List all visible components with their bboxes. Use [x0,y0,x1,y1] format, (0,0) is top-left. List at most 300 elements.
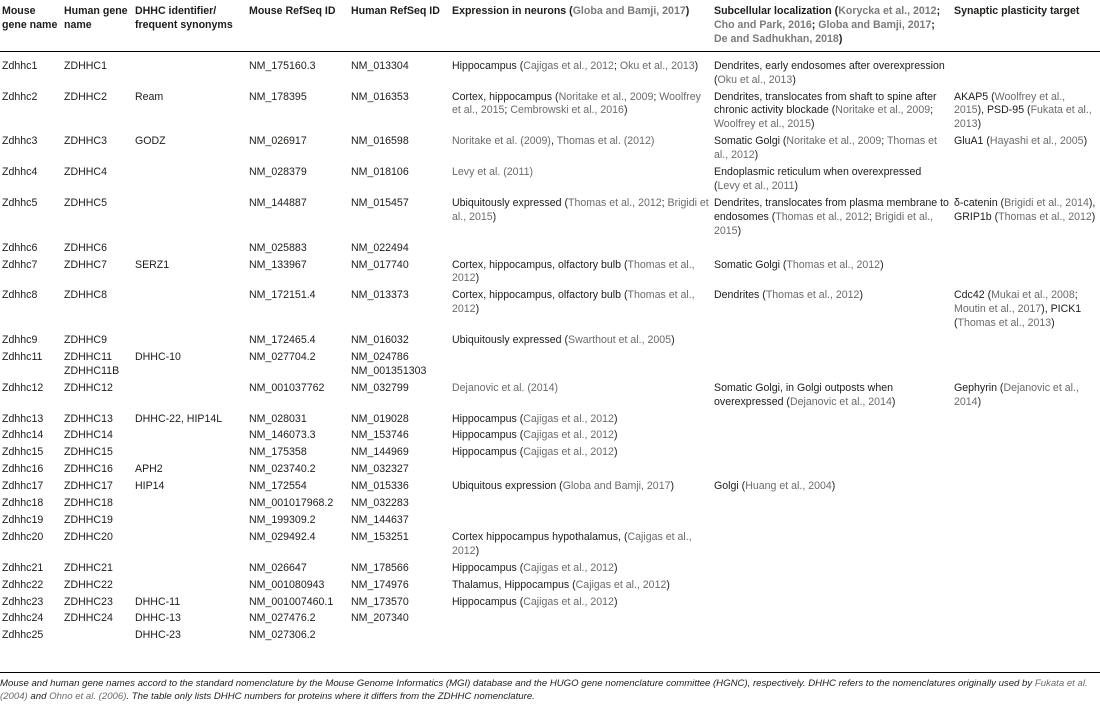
neuron-expression-cell [450,412,712,429]
mouse-refseq-cell [247,595,349,612]
plasticity-target-cell [952,134,1100,165]
cell-text: Ubiquitous expression ( [452,480,563,493]
cell-text: Zdhhc17 [2,480,44,493]
cell-text: Zdhhc21 [2,561,44,574]
human-refseq-cell [349,288,450,333]
mouse-refseq-cell [247,561,349,578]
cell-text: ZDHHC17 [64,480,113,493]
plasticity-target-cell [952,412,1100,429]
cell-text: ZDHHC2 [64,90,107,103]
cell-text: ; [661,196,668,209]
cell-text: NM_178566 [351,561,409,574]
cell-text: Dendrites, translocates from shaft to spine after chronic activity blockade ( [714,90,937,117]
cell-text: NM_027704.2 [249,350,316,363]
mouse-refseq-cell [247,134,349,165]
cell-text: NM_144887 [249,196,307,209]
subcellular-localization-cell [712,496,952,513]
cell-text: DHHC-23 [135,629,181,642]
cell-text: Zdhhc22 [2,578,44,591]
cell-text: Zdhhc11 [2,350,43,363]
table-footnote [0,672,1100,703]
cell-text: ) [880,258,884,271]
cell-text: ) [754,149,759,162]
human-refseq-cell [349,258,450,289]
neuron-expression-cell [450,51,712,89]
cell-text: ) [792,73,796,86]
cell-text: . The table only lists DHHC numbers for proteins where it differs from the ZDHHC nomenclature. [126,691,535,702]
cell-text: NM_027476.2 [249,612,316,625]
cell-text: ; [613,59,620,72]
human-refseq-cell [349,496,450,513]
gene-table-wrapper [0,2,1100,645]
cell-text: Thalamus, Hippocampus ( [452,578,576,591]
neuron-expression-cell [450,496,712,513]
dhhc-synonym-cell [133,258,247,289]
mouse-refseq-cell [247,412,349,429]
citation-link[interactable]: Cembrowski et al., 2016 [510,104,624,117]
citation-link[interactable]: Cho and Park, 2016 [714,18,812,31]
citation-link[interactable]: Thomas et al., 2012 [786,258,881,271]
citation-link[interactable]: Cajigas et al., 2012 [523,412,614,425]
dhhc-synonym-cell [133,381,247,412]
mouse-gene-cell [0,196,62,241]
dhhc-synonym-cell [133,578,247,595]
cell-text: ) [977,118,982,131]
human-gene-cell [62,496,133,513]
cell-text: NM_023740.2 [249,463,316,476]
subcellular-localization-cell [712,333,952,350]
mouse-gene-cell [0,561,62,578]
cell-text: Dendrites, translocates from plasma membrane to endosomes ( [714,196,949,223]
neuron-expression-cell [450,628,712,645]
citation-link[interactable]: Moutin et al., 2017 [954,303,1042,316]
table-row [0,241,1100,258]
cell-text: Zdhhc6 [2,241,38,254]
cell-text: ) [1083,135,1088,148]
mouse-refseq-cell [247,530,349,561]
cell-text: Zdhhc18 [2,497,44,510]
cell-text: NM_173570 [351,595,409,608]
mouse-gene-cell [0,381,62,412]
cell-text: ) [694,59,699,72]
cell-text: ) [475,544,480,557]
cell-text: NM_207340 [351,612,409,625]
cell-text: NM_153746 [351,429,409,442]
cell-text: NM_013373 [351,289,409,302]
cell-text: DHHC-13 [135,612,181,625]
cell-text: ZDHHC12 [64,381,113,394]
citation-link[interactable]: Thomas et al., 2012 [568,196,662,209]
mouse-gene-cell [0,90,62,135]
subcellular-localization-cell [712,595,952,612]
header-text: Expression in neurons ( [452,5,573,17]
table-header [0,2,1100,51]
plasticity-target-cell [952,428,1100,445]
table-row [0,628,1100,645]
plasticity-target-cell [952,381,1100,412]
table-row [0,479,1100,496]
cell-text: NM_024786 [351,350,409,363]
citation-link[interactable]: Fukata et al. (2004) [0,678,1088,702]
human-gene-cell [62,134,133,165]
cell-text: NM_028031 [249,412,307,425]
citation-link[interactable]: Cajigas et al., 2012 [523,429,614,442]
cell-text: Zdhhc19 [2,514,44,526]
cell-text: ZDHHC6 [64,241,107,254]
citation-link[interactable]: Cajigas et al., 2012 [523,446,614,459]
citation-link[interactable]: Noritake et al. (2009) [452,135,551,148]
column-header [133,2,247,51]
cell-text: Hippocampus ( [452,412,524,425]
cell-text: ) [475,272,480,285]
cell-text: GluA1 ( [954,135,990,148]
cell-text: Somatic Golgi ( [714,135,787,148]
cell-text: ) [977,395,982,408]
citation-link[interactable]: Thomas et al., 2012 [775,210,869,223]
neuron-expression-cell [450,196,712,241]
table-row [0,611,1100,628]
mouse-gene-cell [0,578,62,595]
header-text: DHHC identifier/ frequent synonyms [135,5,233,31]
human-refseq-cell [349,561,450,578]
citation-link[interactable]: Globa and Bamji, 2017 [572,5,686,17]
neuron-expression-cell [450,428,712,445]
subcellular-localization-cell [712,288,952,333]
cell-text: Zdhhc9 [2,334,38,347]
subcellular-localization-cell [712,530,952,561]
citation-link[interactable]: Dejanovic et al. (2014) [452,381,558,394]
citation-link[interactable]: Dejanovic et al., 2014 [789,395,892,408]
citation-link[interactable]: Huang et al., 2004 [745,480,832,493]
cell-text: Zdhhc4 [2,166,38,179]
dhhc-synonym-cell [133,595,247,612]
human-gene-cell [62,462,133,479]
mouse-gene-cell [0,51,62,89]
header-text: Mouse gene name [2,5,58,31]
cell-text: ) [1091,210,1096,223]
citation-link[interactable]: De and Sadhukhan, 2018 [714,32,839,45]
mouse-refseq-cell [247,381,349,412]
cell-text: ) [613,446,618,459]
citation-link[interactable]: Ohno et al. (2006) [49,691,127,702]
dhhc-synonym-cell [133,496,247,513]
neuron-expression-cell [450,530,712,561]
subcellular-localization-cell [712,561,952,578]
cell-text: AKAP5 ( [954,90,995,103]
cell-text: NM_025883 [249,241,307,254]
table-row [0,196,1100,241]
cell-text: ZDHHC24 [64,612,113,625]
cell-text: Dendrites ( [714,289,766,302]
dhhc-synonym-cell [133,134,247,165]
cell-text: ZDHHC11B [64,364,120,377]
human-refseq-cell [349,51,450,89]
cell-text: NM_013304 [351,59,409,72]
dhhc-synonym-cell [133,628,247,645]
cell-text: ZDHHC4 [64,166,107,179]
neuron-expression-cell [450,595,712,612]
cell-text: Cortex hippocampus hypothalamus, ( [452,530,628,543]
plasticity-target-cell [952,165,1100,196]
plasticity-target-cell [952,561,1100,578]
citation-link[interactable]: Cajigas et al., 2012 [452,530,692,557]
cell-text: Cortex, hippocampus ( [452,90,559,103]
cell-text: Gephyrin ( [954,381,1004,394]
citation-link[interactable]: Noritake et al., 2009 [558,90,654,103]
cell-text: ), GRIP1b ( [954,196,1096,223]
plasticity-target-cell [952,288,1100,333]
citation-link[interactable]: Woolfrey et al., 2015 [452,90,701,117]
plasticity-target-cell [952,628,1100,645]
dhhc-synonym-cell [133,462,247,479]
citation-link[interactable]: Korycka et al., 2012 [838,5,937,17]
citation-link[interactable]: Thomas et al., 2013 [957,317,1052,330]
cell-text: ) [623,104,628,117]
citation-link[interactable]: Oku et al., 2013 [717,73,793,86]
cell-text: NM_001351303 [351,364,427,377]
table-row [0,412,1100,429]
citation-link[interactable]: Levy et al., 2011 [717,179,795,192]
plasticity-target-cell [952,196,1100,241]
cell-text: NM_001007460.1 [249,595,334,608]
citation-link[interactable]: Cajigas et al., 2012 [523,59,614,72]
dhhc-synonym-cell [133,165,247,196]
neuron-expression-cell [450,165,712,196]
subcellular-localization-cell [712,428,952,445]
mouse-refseq-cell [247,611,349,628]
citation-link[interactable]: Globa and Bamji, 2017 [562,480,671,493]
human-refseq-cell [349,165,450,196]
neuron-expression-cell [450,445,712,462]
cell-text: DHHC-10 [135,350,181,363]
human-refseq-cell [349,595,450,612]
neuron-expression-cell [450,513,712,530]
cell-text: ZDHHC16 [64,463,113,476]
cell-text: SERZ1 [135,258,170,271]
plasticity-target-cell [952,51,1100,89]
citation-link[interactable]: Woolfrey et al., 2015 [714,118,811,131]
cell-text: ) [613,595,618,608]
human-refseq-cell [349,241,450,258]
subcellular-localization-cell [712,628,952,645]
mouse-gene-cell [0,595,62,612]
human-gene-cell [62,479,133,496]
mouse-gene-cell [0,611,62,628]
neuron-expression-cell [450,90,712,135]
table-row [0,381,1100,412]
citation-link[interactable]: Fukata et al., 2013 [954,104,1092,131]
cell-text: NM_144637 [351,514,409,526]
mouse-refseq-cell [247,428,349,445]
human-refseq-cell [349,513,450,530]
table-row [0,513,1100,530]
mouse-gene-cell [0,628,62,645]
citation-link[interactable]: Brigidi et al., 2015 [452,196,709,223]
human-gene-cell [62,513,133,530]
citation-link[interactable]: Dejanovic et al., 2014 [954,381,1079,408]
human-refseq-cell [349,333,450,350]
human-gene-cell [62,595,133,612]
dhhc-synonym-cell [133,350,247,381]
table-row [0,350,1100,381]
citation-link[interactable]: Brigidi et al., 2015 [714,210,934,237]
header-text: ; [811,18,819,31]
mouse-gene-cell [0,288,62,333]
citation-link[interactable]: Cajigas et al., 2012 [575,578,667,591]
human-gene-cell [62,578,133,595]
citation-link[interactable]: Swarthout et al., 2005 [568,334,672,347]
table-row [0,165,1100,196]
cell-text: ) [613,412,618,425]
table-row [0,561,1100,578]
human-gene-cell [62,628,133,645]
cell-text: ZDHHC1 [64,59,107,72]
subcellular-localization-cell [712,513,952,530]
cell-text: NM_019028 [351,412,409,425]
mouse-gene-cell [0,428,62,445]
subcellular-localization-cell [712,611,952,628]
citation-link[interactable]: Noritake et al., 2009 [835,104,931,117]
human-refseq-cell [349,90,450,135]
cell-text: NM_029492.4 [249,530,316,543]
human-refseq-cell [349,578,450,595]
cell-text: NM_144969 [351,446,409,459]
plasticity-target-cell [952,611,1100,628]
mouse-gene-cell [0,479,62,496]
cell-text: Zdhhc14 [2,429,44,442]
plasticity-target-cell [952,462,1100,479]
header-text: Mouse RefSeq ID [249,5,336,17]
cell-text: Ubiquitously expressed ( [452,196,568,209]
cell-text: NM_178395 [249,90,307,103]
human-refseq-cell [349,350,450,381]
cell-text: Mouse and human gene names accord to the standard nomenclature by the Mouse Genome Informatics (MGI) database and the HUGO gene nomenclature committee (HGNC), respectively. DHHC refers to the nomenclatures originally used by [0,678,1035,689]
citation-link[interactable]: Thomas et al., 2012 [998,210,1092,223]
human-gene-cell [62,165,133,196]
cell-text: Hippocampus ( [452,59,524,72]
citation-link[interactable]: Cajigas et al., 2012 [523,561,614,574]
zdhhc-gene-table [0,2,1100,645]
cell-text: NM_016032 [351,334,409,347]
citation-link[interactable]: Thomas et al., 2012 [452,289,695,316]
citation-link[interactable]: Hayashi et al., 2005 [989,135,1084,148]
cell-text: Hippocampus ( [452,561,524,574]
mouse-refseq-cell [247,333,349,350]
cell-text: ZDHHC19 [64,514,113,526]
human-gene-cell [62,51,133,89]
citation-link[interactable]: Thomas et al., 2012 [714,135,937,162]
citation-link[interactable]: Woolfrey et al., 2015 [954,90,1066,117]
human-refseq-cell [349,196,450,241]
citation-link[interactable]: Mukai et al., 2008 [991,289,1075,302]
dhhc-synonym-cell [133,90,247,135]
neuron-expression-cell [450,381,712,412]
subcellular-localization-cell [712,350,952,381]
neuron-expression-cell [450,258,712,289]
table-row [0,51,1100,89]
cell-text: Zdhhc13 [2,412,44,425]
cell-text: NM_172151.4 [249,289,316,302]
subcellular-localization-cell [712,241,952,258]
human-refseq-cell [349,412,450,429]
human-gene-cell [62,611,133,628]
cell-text: ) [891,395,896,408]
mouse-gene-cell [0,412,62,429]
table-row [0,462,1100,479]
citation-link[interactable]: Noritake et al., 2009 [786,135,882,148]
neuron-expression-cell [450,333,712,350]
mouse-refseq-cell [247,445,349,462]
dhhc-synonym-cell [133,530,247,561]
mouse-refseq-cell [247,90,349,135]
human-refseq-cell [349,134,450,165]
subcellular-localization-cell [712,258,952,289]
header-text: ) [838,32,843,45]
dhhc-synonym-cell [133,513,247,530]
cell-text: NM_027306.2 [249,629,316,642]
citation-link[interactable]: Globa and Bamji, 2017 [818,18,932,31]
citation-link[interactable]: Thomas et al., 2012 [765,289,860,302]
cell-text: Cortex, hippocampus, olfactory bulb ( [452,258,628,271]
plasticity-target-cell [952,445,1100,462]
cell-text: NM_172554 [249,480,307,493]
cell-text: Zdhhc16 [2,463,44,476]
cell-text: ZDHHC11 [64,350,113,363]
neuron-expression-cell [450,479,712,496]
mouse-refseq-cell [247,288,349,333]
table-row [0,90,1100,135]
cell-text: and [27,691,50,702]
dhhc-synonym-cell [133,479,247,496]
mouse-refseq-cell [247,241,349,258]
human-gene-cell [62,428,133,445]
citation-link[interactable]: Thomas et al., 2012 [452,258,695,285]
mouse-refseq-cell [247,513,349,530]
citation-link[interactable]: Oku et al., 2013 [619,59,695,72]
human-gene-cell [62,196,133,241]
citation-link[interactable]: Thomas et al. (2012) [556,135,655,148]
dhhc-synonym-cell [133,611,247,628]
table-row [0,288,1100,333]
cell-text: ) [859,289,863,302]
cell-text: NM_153251 [351,530,409,543]
cell-text: ZDHHC23 [64,595,113,608]
cell-text: ZDHHC13 [64,412,113,425]
cell-text: ; [1074,289,1078,302]
cell-text: Cdc42 ( [954,289,992,302]
cell-text: ), PICK1 ( [954,303,1082,330]
cell-text: NM_018106 [351,166,409,179]
neuron-expression-cell [450,578,712,595]
cell-text: ; [930,104,934,117]
citation-link[interactable]: Cajigas et al., 2012 [523,595,614,608]
subcellular-localization-cell [712,445,952,462]
citation-link[interactable]: Levy et al. (2011) [452,166,534,179]
dhhc-synonym-cell [133,288,247,333]
subcellular-localization-cell [712,462,952,479]
plasticity-target-cell [952,90,1100,135]
cell-text: Zdhhc3 [2,135,38,148]
human-refseq-cell [349,428,450,445]
cell-text: NM_175160.3 [249,59,316,72]
cell-text: Hippocampus ( [452,446,524,459]
cell-text: Zdhhc2 [2,90,38,103]
table-row [0,428,1100,445]
cell-text: ZDHHC7 [64,258,107,271]
citation-link[interactable]: Brigidi et al., 2014 [1004,196,1089,209]
cell-text: NM_001037762 [249,381,325,394]
mouse-gene-cell [0,462,62,479]
